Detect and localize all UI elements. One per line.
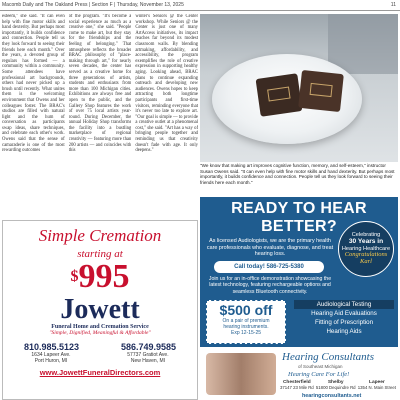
- article-column-3: winter's Seniors @ the Center workshop. While Seniors @ the Center is just one of many ArtAccess initiatives, its impact reaches far beyond its modest classroom walls. By blending artmaking, affordability, and accessibility, the program exemplifies the role of creative expression in supporting healthy aging. Looking ahead, BRAC plans to continue expanding outreach and developing new audiences. Owens hopes to keep attracting both longtime participants and first-time visitors, reminding everyone that it's never too late to explore art. "Our goal is simple — to provide a creative outlet at a phenomenal cost," she said. "Art has a way of bringing people together and reminding us that creativity doesn't fade with age. It only deepens.": [135, 14, 199, 154]
- page-number: 11: [390, 2, 396, 8]
- brand-title: Hearing Consultants: [282, 351, 374, 363]
- ad-title: Simple Cremation: [38, 226, 162, 245]
- starting-text: starting at: [77, 248, 123, 260]
- phones: [3, 342, 197, 352]
- article-column-1: esteem," she said. "It can even help with fine motor skills and hand dexterity. But perhaps most importantly, it builds confidence and connection. People tell us they look forward to seeing their friends here each month." Over the years, a devoted group of regulars has formed — a community within a community. Some attendees have professional art backgrounds, others had never picked up a brush until recently. What unites them is the welcoming environment that Owens and her colleagues foster. The BRAC's studios are filled with natural light and the hum of conversation as participants swap ideas, share techniques, and celebrate each other's work. Owens said that the sense of camaraderie is one of the most rewarding outcomes: [2, 14, 65, 154]
- celebration-badge: Celebrating 30 Years in Hearing Healthcare Congratulations Karl: [338, 221, 394, 277]
- article-body: [2, 14, 198, 218]
- brand-sub: Funeral Home and Cremation Service: [51, 324, 149, 330]
- page-header: [0, 0, 400, 11]
- price: $995: [70, 258, 130, 295]
- brand-name: Jowett: [60, 294, 140, 325]
- coupon[interactable]: $500 off On a pair of premium hearing instruments. Exp 12-15-25: [206, 300, 286, 344]
- care-slogan: Hearing Care For Life!: [288, 371, 350, 378]
- call-button[interactable]: Call today! 586-725-5380: [214, 261, 324, 273]
- phone-port-huron[interactable]: 810.985.5123: [23, 342, 80, 352]
- locations: Chesterfield 37147 23 Mile Rd Shelby 51800 Dequindre Rd Lapeer 1354 N. Main Street: [280, 380, 396, 390]
- website-link[interactable]: www.JowettFuneralDirectors.com: [39, 368, 161, 377]
- chocolate-piece: [298, 70, 344, 112]
- photo-caption: "We know that making art improves cognitive function, memory, and self-esteem," instructor Susan Owens said. "It can even help with fine motor skills and hand dexterity. But perhaps most importantly, it builds confidence and connection. People tell us they look forward to seeing their friends here each month.": [200, 163, 395, 185]
- website-link[interactable]: hearingconsultants.net: [302, 393, 362, 399]
- paper-info: Macomb Daily and The Oakland Press | Section F | Thursday, November 13, 2025: [2, 2, 184, 8]
- staff-photo: [206, 353, 276, 395]
- headline: READY TO HEAR BETTER?: [231, 200, 367, 235]
- brand-subtitle: of Southeast Michigan: [298, 364, 343, 369]
- services-list: Audiological Testing Hearing Aid Evaluations Fitting of Prescription Hearing Aids: [294, 300, 394, 336]
- chocolate-photo: [200, 14, 398, 162]
- hearing-consultants-footer: [200, 347, 398, 400]
- article-column-2: of the program. "It's become a social experience as much as a creative one," she said. "People come to make art, but they stay for the friendships and the feeling of belonging." That atmosphere reflects the broader BRAC philosophy of "place-making through art," for nearly seven decades, the center has served as a creative home for three generations of artists, students and enthusiasts from more than 100 Michigan cities. Exhibitions are always free and open to the public, and the Gallery Shop features the work of over 75 local artists year-round. During December, the annual Holiday Shop transforms the facility into a bustling marketplace of regional creativity — featuring more than 200 artists — and coincides with this: [68, 14, 132, 154]
- chocolate-piece: [256, 73, 303, 116]
- addresses: 1634 Lapeer Ave. Port Huron, MI 57737 Gratiot Ave. New Haven, MI: [31, 352, 169, 364]
- join-text: Join us for an in-office demonstration showcasing the latest technology, featuring rechargeable options and seamless Bluetooth connectivity.: [208, 275, 332, 295]
- phone-new-haven[interactable]: 586.749.9585: [120, 342, 177, 352]
- tagline: "Simple, Dignified, Meaningful & Affordable": [49, 330, 151, 336]
- licensed-text: As licensed Audiologists, we are the primary health care professionals who evaluate, diagnose, and treat hearing loss.: [206, 238, 334, 258]
- hearing-ad[interactable]: [200, 197, 398, 400]
- jowett-funeral-ad[interactable]: [2, 220, 198, 400]
